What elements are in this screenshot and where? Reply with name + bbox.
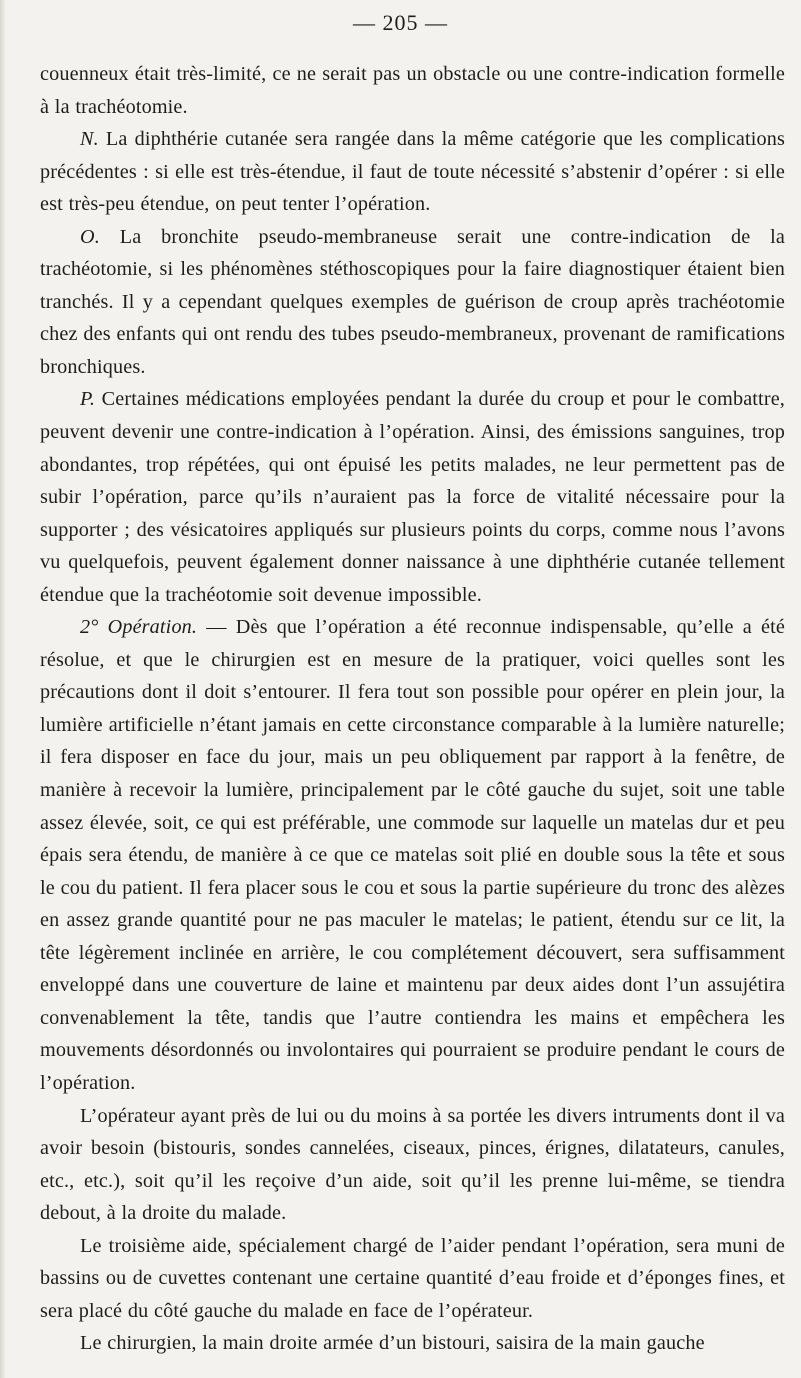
page-number: — 205 — xyxy=(353,10,448,35)
paragraph xyxy=(40,123,785,221)
paragraph-text: Le troisième aide, spécialement chargé de l’aider pendant l’opération, sera muni de bassins ou de cuvettes contenant une certaine quantité d’eau froide et d’éponges fines, et sera placé du côté gauche du malade en face de l’opérateur. xyxy=(40,1234,785,1322)
paragraph xyxy=(40,611,785,1099)
page-edge-shadow xyxy=(0,0,6,1378)
paragraph-text: La diphthérie cutanée sera rangée dans la même catégorie que les complications précédentes : si elle est très-étendue, il faut de toute nécessité s’abstenir d’opérer : si elle est très-peu étendue, on peut tenter l’opération. xyxy=(40,128,785,216)
paragraph-text: — Dès que l’opération a été reconnue indispensable, qu’elle a été résolue, et que le chirurgien est en mesure de la pratiquer, voici quelles sont les précautions dont il doit s’entourer. Il fera tout son possible pour opérer en plein jour, la lumière artificielle n’étant jamais en cette circonstance comparable à la lumière naturelle; il fera disposer en face du jour, mais un peu obliquement par rapport à la fenêtre, de manière à recevoir la lumière, principalement par le côté gauche du sujet, soit une table assez élevée, soit, ce qui est préférable, une commode sur laquelle un matelas dur et peu épais sera étendu, de manière à ce que ce matelas soit plié en double sous la tête et sous le cou du patient. Il fera placer sous le cou et sous la partie supérieure du tronc des alèzes en assez grande quantité pour ne pas maculer le matelas; le patient, étendu sur ce lit, la tête légèrement inclinée en arrière, le cou complétement découvert, sera suffisamment enveloppé dans une couverture de laine et maintenu par deux aides dont l’un assujétira convenablement la tête, tandis que l’autre contiendra les mains et empêchera les mouvements désordonnés ou involontaires qui pourraient se produire pendant le cours de l’opération. xyxy=(40,616,786,1094)
paragraph xyxy=(40,1230,785,1328)
paragraph xyxy=(40,383,785,611)
body-text xyxy=(40,58,785,1360)
paragraph-text: L’opérateur ayant près de lui ou du moins à sa portée les divers intruments dont il va avoir besoin (bistouris, sondes cannelées, ciseaux, pinces, érignes, dilatateurs, canules, etc., etc.), soit qu’il les reçoive d’un aide, soit qu’il les prenne lui-même, se tiendra debout, à la droite du malade. xyxy=(40,1104,785,1225)
paragraph xyxy=(40,221,785,384)
paragraph-lead: 2° Opération. xyxy=(80,616,198,639)
paragraph-lead: O. xyxy=(80,225,100,248)
paragraph xyxy=(40,58,785,123)
paragraph-text: Certaines médications employées pendant la durée du croup et pour le combattre, peuvent devenir une contre-indication à l’opération. Ainsi, des émissions sanguines, trop abondantes, trop répétées, qui ont épuisé les petits malades, ne leur permettent pas de subir l’opération, parce qu’ils n’auraient pas la force de vitalité nécessaire pour la supporter ; des vésicatoires appliqués sur plusieurs points du corps, comme nous l’avons vu quelquefois, peuvent également donner naissance à une diphthérie cutanée tellement étendue que la trachéotomie soit devenue impossible. xyxy=(40,388,785,606)
paragraph-text: La bronchite pseudo-membraneuse serait une contre-indication de la trachéotomie, si les phénomènes stéthoscopiques pour la faire diagnostiquer étaient bien tranchés. Il y a cependant quelques exemples de guérison de croup après trachéotomie chez des enfants qui ont rendu des tubes pseudo-membraneux, provenant de ramifications bronchiques. xyxy=(40,225,785,378)
paragraph xyxy=(40,1100,785,1230)
paragraph-lead: N. xyxy=(80,128,99,151)
paragraph-text: couenneux était très-limité, ce ne serait pas un obstacle ou une contre-indication formelle à la trachéotomie. xyxy=(40,63,785,118)
paragraph-lead: P. xyxy=(80,388,96,411)
paragraph xyxy=(40,1327,785,1360)
paragraph-text: Le chirurgien, la main droite armée d’un bistouri, saisira de la main gauche xyxy=(80,1332,705,1355)
